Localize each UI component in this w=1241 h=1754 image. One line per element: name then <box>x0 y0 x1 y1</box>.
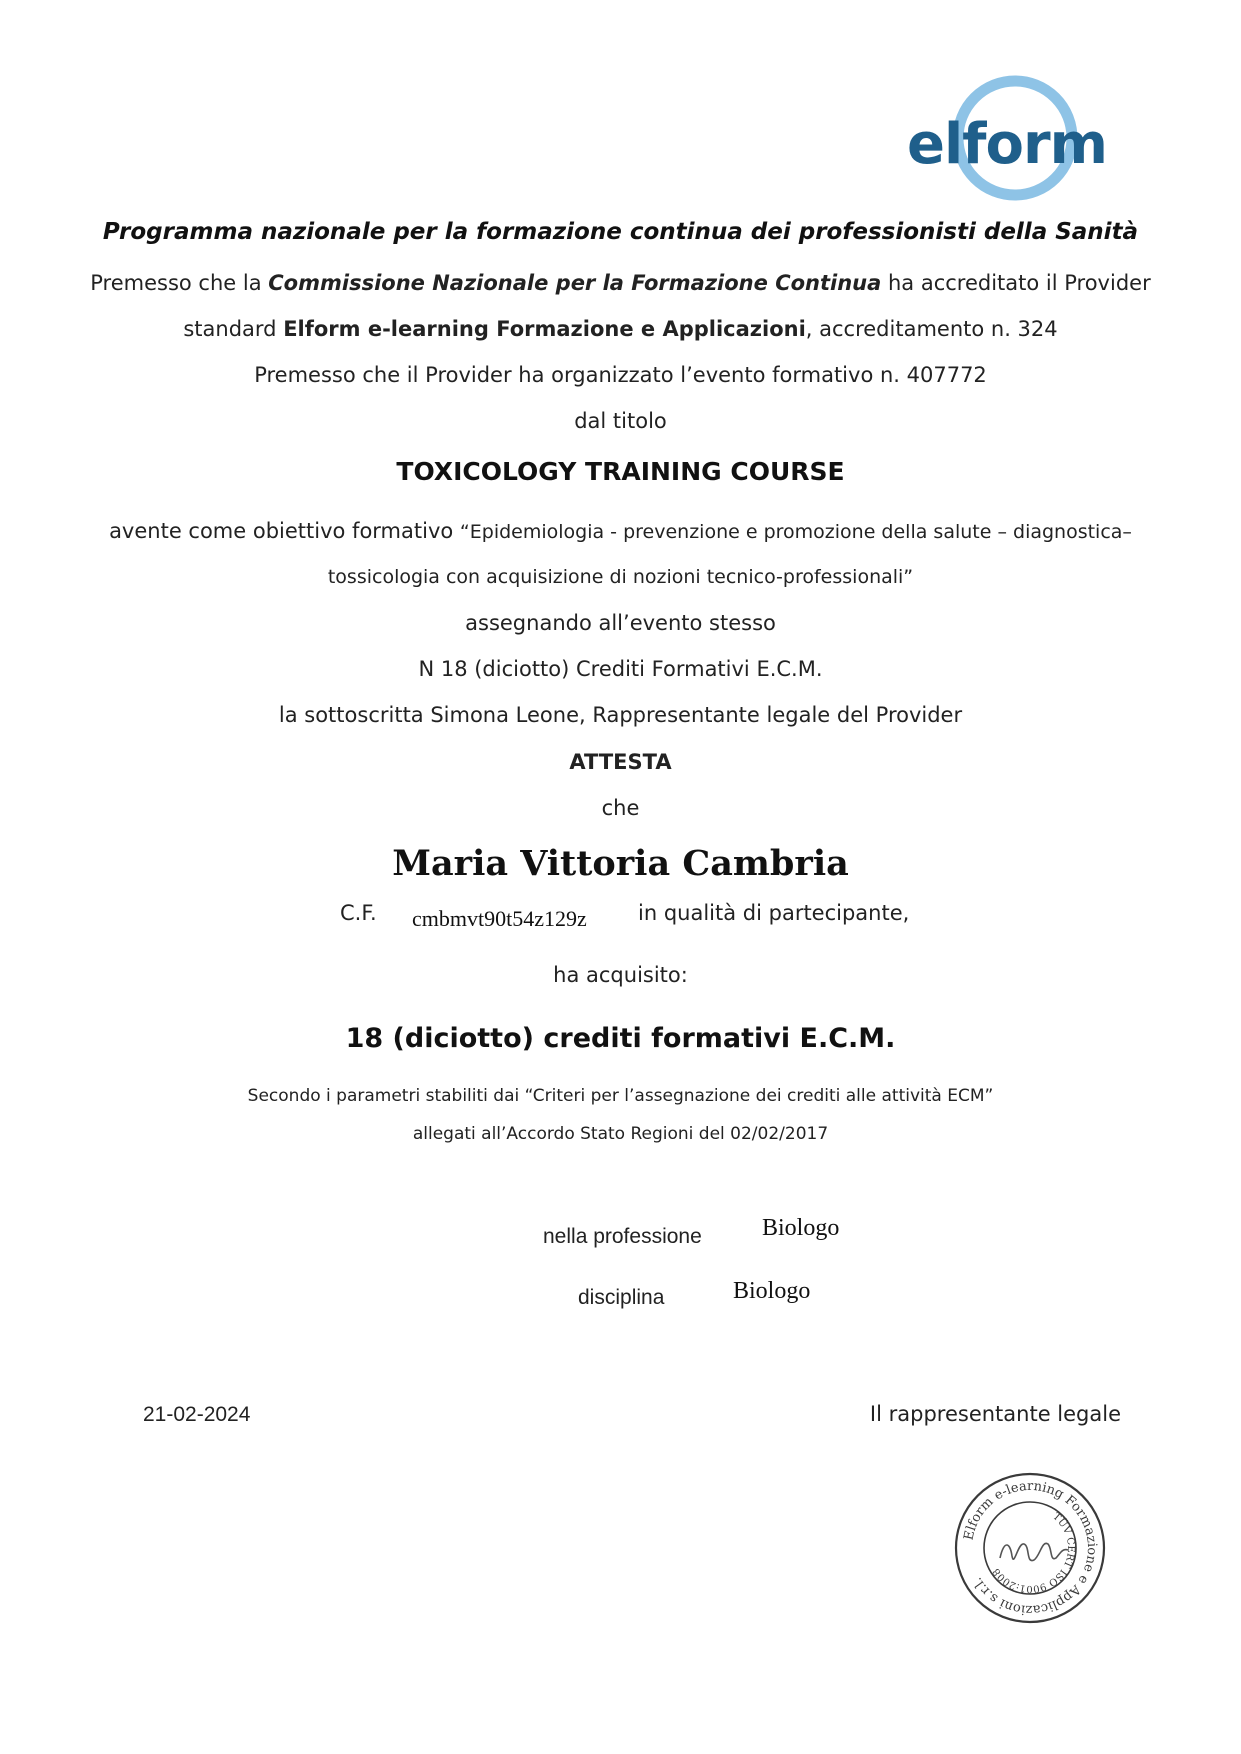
stamp-inner-text: TÜV CERT ISO 9001:2008 <box>990 1511 1077 1595</box>
objective-text-1: “Epidemiologia - prevenzione e promozione della salute – diagnostica– <box>459 521 1132 543</box>
signatory-line: la sottoscritta Simona Leone, Rappresentante legale del Provider <box>278 703 963 727</box>
che-line: che <box>601 796 640 820</box>
credits-awarded: 18 (diciotto) crediti formativi E.C.M. <box>345 1023 896 1054</box>
provider-name: Elform e-learning Formazione e Applicazioni <box>283 317 806 341</box>
acquired-line: ha acquisito: <box>553 963 688 987</box>
program-title: Programma nazionale per la formazione continua dei professionisti della Sanità <box>102 219 1139 245</box>
premise-line-2-prefix: standard <box>183 317 284 341</box>
premise-line-4: dal titolo <box>574 409 667 433</box>
stamp-outer-ring <box>956 1474 1104 1622</box>
cf-label: C.F. <box>340 901 377 925</box>
premise-line-1-suffix: ha accreditato il Provider <box>881 271 1151 295</box>
company-stamp <box>952 1470 1108 1626</box>
legal-representative-label: Il rappresentante legale <box>869 1402 1121 1426</box>
objective-line-2: tossicologia con acquisizione di nozioni tecnico-professionali” <box>327 566 914 588</box>
issue-date: 21-02-2024 <box>143 1403 251 1426</box>
premise-line-1 <box>0 271 1241 295</box>
participant-name: Maria Vittoria Cambria <box>392 843 849 884</box>
premise-line-2 <box>0 317 1241 341</box>
course-title: TOXICOLOGY TRAINING COURSE <box>396 457 845 486</box>
discipline-value: Biologo <box>733 1278 811 1304</box>
criteria-line-2: allegati all’Accordo Stato Regioni del 02/02/2017 <box>412 1124 829 1144</box>
profession-value: Biologo <box>762 1215 840 1241</box>
objective-line-1 <box>0 519 1241 543</box>
premise-line-2-suffix: , accreditamento n. 324 <box>805 317 1058 341</box>
criteria-line-1: Secondo i parametri stabiliti dai “Criteri per l’assegnazione dei crediti alle attività ECM” <box>247 1086 994 1106</box>
profession-label: nella professione <box>543 1225 702 1248</box>
premise-line-1-prefix: Premesso che la <box>90 271 269 295</box>
signature-icon <box>1000 1543 1068 1560</box>
credits-line: N 18 (diciotto) Crediti Formativi E.C.M. <box>418 657 823 681</box>
attesta-heading: ATTESTA <box>569 750 672 774</box>
premise-line-3: Premesso che il Provider ha organizzato l’evento formativo n. 407772 <box>254 363 987 387</box>
stamp-outer-text: Elform e-learning Formazione e Applicazioni s.r.l. <box>961 1478 1100 1618</box>
objective-prefix: avente come obiettivo formativo <box>109 519 460 543</box>
assigning-line: assegnando all’evento stesso <box>465 611 776 635</box>
elform-logo <box>905 72 1135 212</box>
cf-value: cmbmvt90t54z129z <box>412 906 587 931</box>
participant-role: in qualità di partecipante, <box>638 901 910 925</box>
discipline-label: disciplina <box>578 1286 665 1309</box>
logo-text: elform <box>907 112 1107 177</box>
commission-name: Commissione Nazionale per la Formazione Continua <box>268 271 882 295</box>
